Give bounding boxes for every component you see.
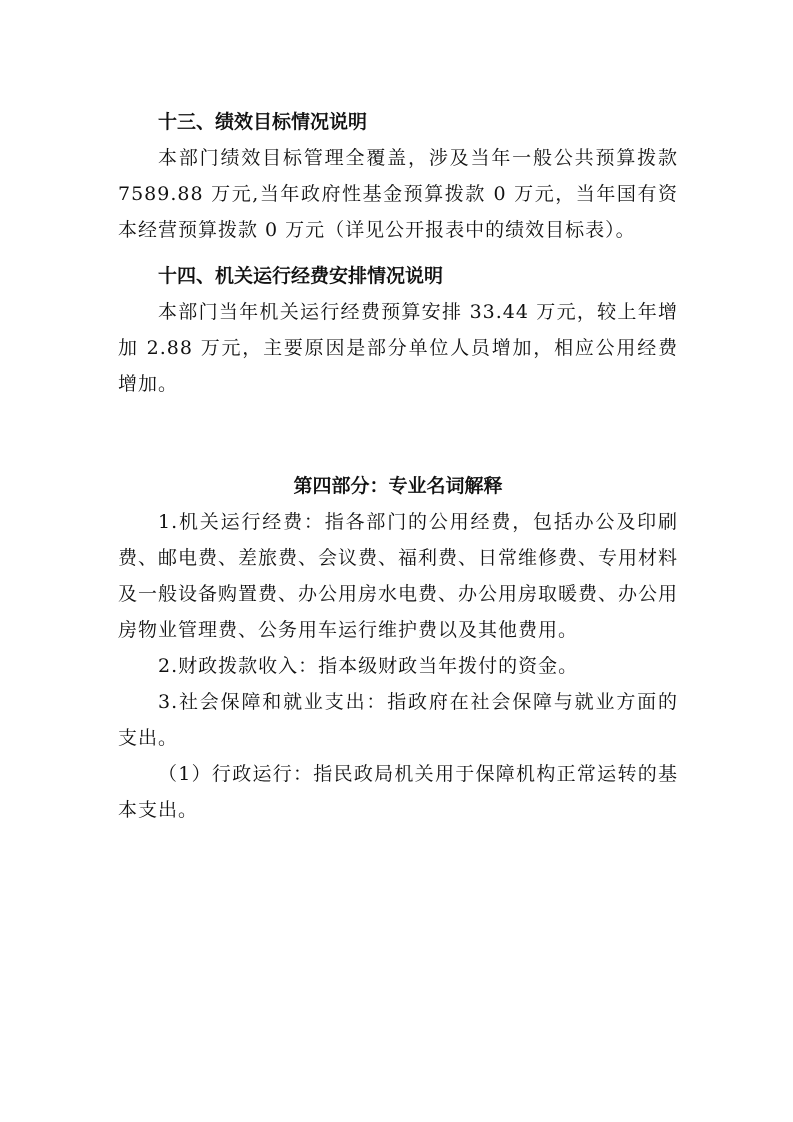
section-14-heading: 十四、机关运行经费安排情况说明 xyxy=(158,265,444,287)
term-item-3: 3.社会保障和就业支出：指政府在社会保障与就业方面的支出。 xyxy=(118,691,678,749)
term-item-1: 1.机关运行经费：指各部门的公用经费，包括办公及印刷费、邮电费、差旅费、会议费、福利费、日常维修费、专用材料及一般设备购置费、办公用房水电费、办公用房取暖费、办公用房物业管理费、公务用车运行维护费以及其他费用。 xyxy=(118,511,679,641)
part-4-title: 第四部分：专业名词解释 xyxy=(293,475,503,497)
section-13-body: 本部门绩效目标管理全覆盖，涉及当年一般公共预算拨款 7589.88 万元,当年政府性基金预算拨款 0 万元，当年国有资本经营预算拨款 0 万元（详见公开报表中的绩效目标表）。 xyxy=(118,147,678,241)
document-page xyxy=(118,104,678,828)
term-item-2: 2.财政拨款收入：指本级财政当年拨付的资金。 xyxy=(158,655,579,677)
section-14-body: 本部门当年机关运行经费预算安排 33.44 万元，较上年增加 2.88 万元，主要原因是部分单位人员增加，相应公用经费增加。 xyxy=(118,301,678,395)
spacer xyxy=(118,248,678,258)
section-13-heading: 十三、绩效目标情况说明 xyxy=(158,111,368,133)
spacer xyxy=(118,402,678,468)
term-item-3-1: （1）行政运行：指民政局机关用于保障机构正常运转的基本支出。 xyxy=(118,763,678,821)
